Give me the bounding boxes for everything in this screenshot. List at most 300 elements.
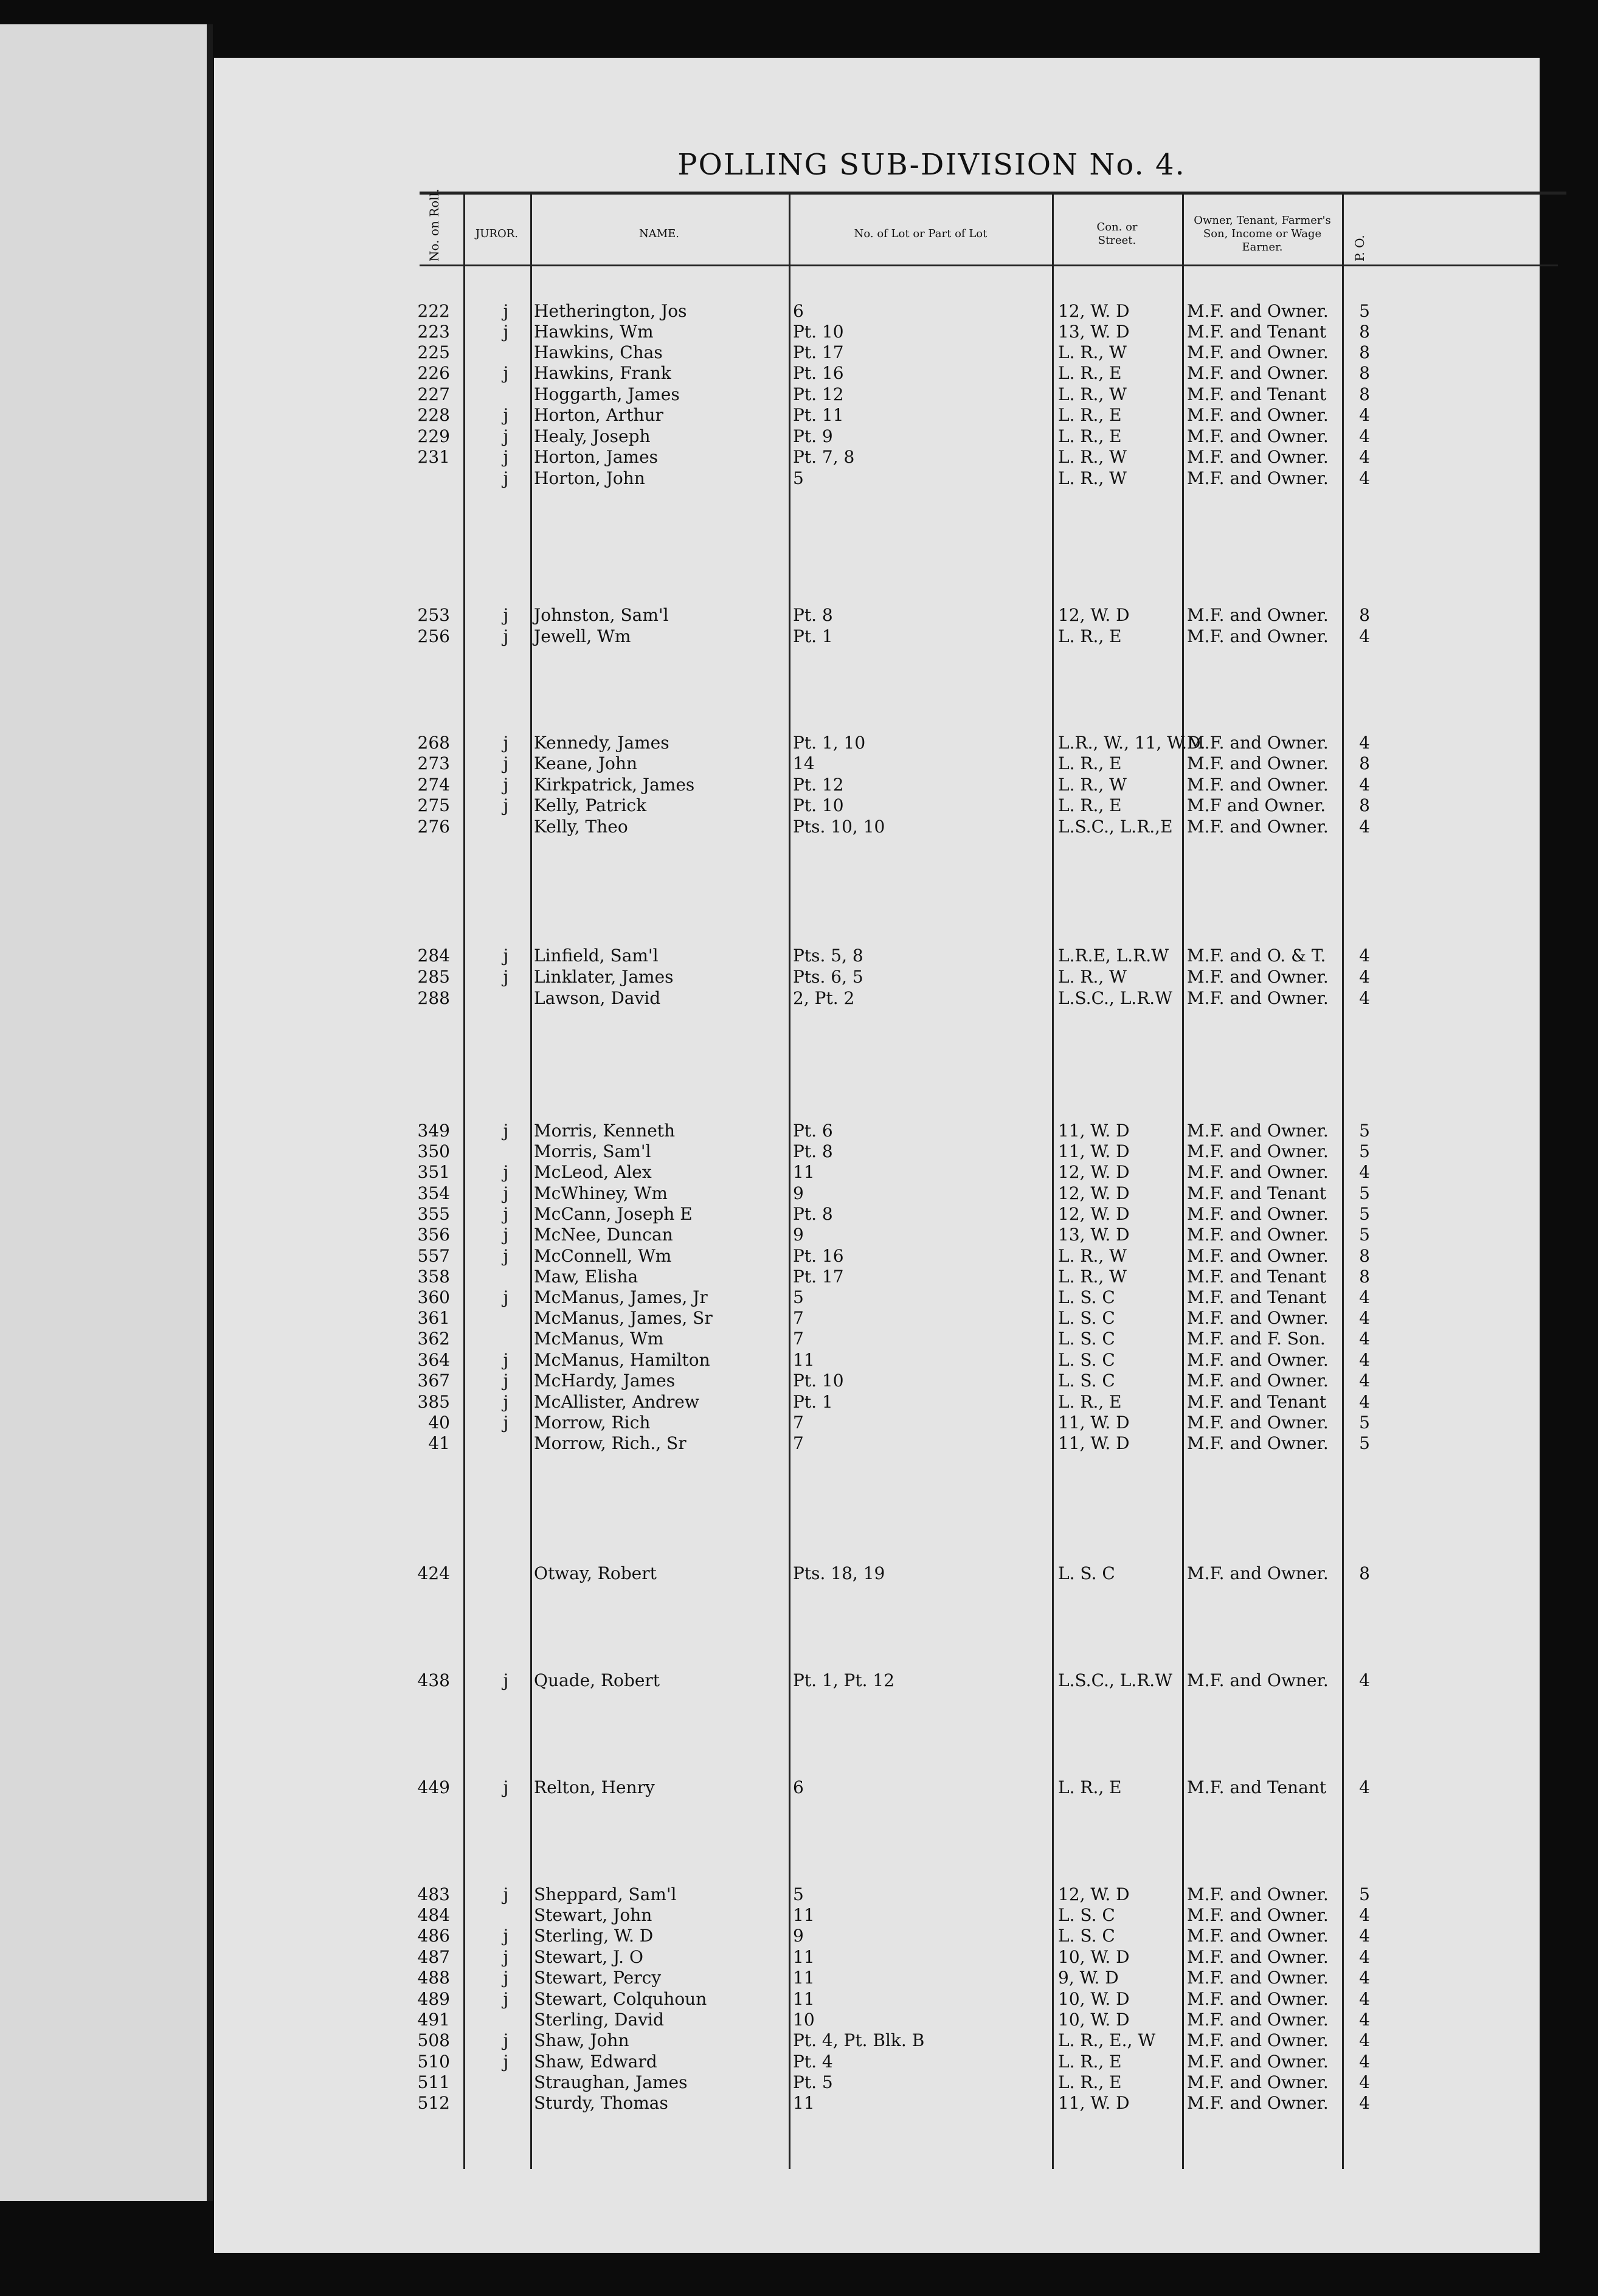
occupation-status: M.F. and Owner. xyxy=(1187,2030,1329,2050)
voter-name: Stewart, John xyxy=(534,1905,652,1925)
occupation-status: M.F. and Owner. xyxy=(1187,405,1329,425)
header-name: NAME. xyxy=(638,227,680,240)
post-office: 5 xyxy=(1359,1413,1370,1433)
table-row xyxy=(214,1121,1540,1141)
lot-number: 5 xyxy=(793,1287,804,1307)
table-row xyxy=(214,1308,1540,1329)
table-row xyxy=(214,384,1540,405)
occupation-status: M.F. and Owner. xyxy=(1187,1884,1329,1904)
post-office: 4 xyxy=(1359,1947,1370,1967)
concession: L. S. C xyxy=(1058,1905,1115,1925)
concession: L. R., W xyxy=(1058,342,1127,362)
roll-number: 225 xyxy=(417,342,450,362)
table-row xyxy=(214,405,1540,426)
post-office: 4 xyxy=(1359,1329,1370,1349)
post-office: 5 xyxy=(1359,1121,1370,1141)
post-office: 8 xyxy=(1359,322,1370,342)
concession: L. S. C xyxy=(1058,1563,1115,1583)
table-row xyxy=(214,775,1540,795)
concession: L. R., E xyxy=(1058,1392,1122,1412)
lot-number: Pt. 9 xyxy=(793,426,833,446)
table-row xyxy=(214,426,1540,447)
voter-list xyxy=(214,58,1540,2253)
occupation-status: M.F. and Owner. xyxy=(1187,753,1329,773)
post-office: 5 xyxy=(1359,1183,1370,1203)
occupation-status: M.F. and Owner. xyxy=(1187,1141,1329,1161)
table-row xyxy=(214,1371,1540,1391)
post-office: 8 xyxy=(1359,1246,1370,1266)
occupation-status: M.F. and Owner. xyxy=(1187,733,1329,753)
occupation-status: M.F. and Owner. xyxy=(1187,1225,1329,1245)
table-row xyxy=(214,2072,1540,2093)
roll-number: 354 xyxy=(417,1183,450,1203)
voter-name: Sterling, David xyxy=(534,2010,664,2030)
lot-number: Pts. 5, 8 xyxy=(793,946,863,966)
juror-mark: j xyxy=(503,301,509,321)
page-title: POLLING SUB-DIVISION No. 4. xyxy=(677,148,1186,182)
occupation-status: M.F. and Owner. xyxy=(1187,988,1329,1008)
voter-name: Stewart, J. O xyxy=(534,1947,643,1967)
lot-number: Pt. 7, 8 xyxy=(793,447,855,467)
voter-name: Stewart, Colquhoun xyxy=(534,1989,707,2009)
occupation-status: M.F. and Owner. xyxy=(1187,2010,1329,2030)
concession: L. R., E xyxy=(1058,1777,1122,1797)
concession: L. R., W xyxy=(1058,1267,1127,1287)
voter-name: McLeod, Alex xyxy=(534,1162,652,1182)
juror-mark: j xyxy=(503,1968,509,1988)
juror-mark: j xyxy=(503,1392,509,1412)
lot-number: 11 xyxy=(793,1350,815,1370)
voter-name: Otway, Robert xyxy=(534,1563,657,1583)
occupation-status: M.F. and Tenant xyxy=(1187,384,1327,404)
post-office: 8 xyxy=(1359,363,1370,383)
post-office: 4 xyxy=(1359,426,1370,446)
voter-name: McManus, Wm xyxy=(534,1329,664,1349)
voter-name: Linfield, Sam'l xyxy=(534,946,659,966)
occupation-status: M.F. and Owner. xyxy=(1187,1968,1329,1988)
concession: L. R., E xyxy=(1058,626,1122,646)
lot-number: Pts. 18, 19 xyxy=(793,1563,885,1583)
roll-number: 355 xyxy=(417,1204,450,1224)
lot-number: 11 xyxy=(793,1162,815,1182)
post-office: 4 xyxy=(1359,1350,1370,1370)
voter-name: McNee, Duncan xyxy=(534,1225,673,1245)
concession: 11, W. D xyxy=(1058,1141,1130,1161)
concession: L. R., W xyxy=(1058,468,1127,488)
roll-number: 226 xyxy=(417,363,450,383)
occupation-status: M.F. and Owner. xyxy=(1187,817,1329,837)
juror-mark: j xyxy=(503,363,509,383)
occupation-status: M.F. and Tenant xyxy=(1187,1392,1327,1412)
voter-name: McWhiney, Wm xyxy=(534,1183,668,1203)
concession: 10, W. D xyxy=(1058,2010,1130,2030)
table-row xyxy=(214,1947,1540,1968)
table-row xyxy=(214,1905,1540,1926)
lot-number: Pt. 1, 10 xyxy=(793,733,866,753)
voter-name: Kirkpatrick, James xyxy=(534,775,695,795)
occupation-status: M.F. and Owner. xyxy=(1187,775,1329,795)
juror-mark: j xyxy=(503,1162,509,1182)
concession: 13, W. D xyxy=(1058,1225,1130,1245)
table-row xyxy=(214,1563,1540,1584)
lot-number: Pt. 10 xyxy=(793,1371,844,1391)
post-office: 4 xyxy=(1359,1371,1370,1391)
concession: L. R., W xyxy=(1058,447,1127,467)
header-po: P. O. xyxy=(1352,235,1367,261)
occupation-status: M.F. and F. Son. xyxy=(1187,1329,1326,1349)
occupation-status: M.F. and Owner. xyxy=(1187,1989,1329,2009)
table-row xyxy=(214,2010,1540,2030)
occupation-status: M.F. and Owner. xyxy=(1187,301,1329,321)
header-con: Con. or Street. xyxy=(1096,221,1138,247)
occupation-status: M.F. and Owner. xyxy=(1187,1121,1329,1141)
voter-name: Hetherington, Jos xyxy=(534,301,687,321)
table-row xyxy=(214,1350,1540,1371)
roll-number: 438 xyxy=(417,1670,450,1690)
roll-number: 273 xyxy=(417,753,450,773)
voter-name: Keane, John xyxy=(534,753,637,773)
post-office: 5 xyxy=(1359,1433,1370,1453)
lot-number: Pt. 10 xyxy=(793,322,844,342)
post-office: 8 xyxy=(1359,795,1370,815)
roll-number: 367 xyxy=(417,1371,450,1391)
concession: L. R., W xyxy=(1058,1246,1127,1266)
facing-page xyxy=(0,24,213,2201)
voter-name: Kelly, Patrick xyxy=(534,795,647,815)
voter-name: Hawkins, Wm xyxy=(534,322,654,342)
concession: 12, W. D xyxy=(1058,605,1130,625)
voter-name: McManus, Hamilton xyxy=(534,1350,710,1370)
table-row xyxy=(214,447,1540,468)
concession: L. S. C xyxy=(1058,1329,1115,1349)
concession: 12, W. D xyxy=(1058,1204,1130,1224)
voter-name: McHardy, James xyxy=(534,1371,676,1391)
post-office: 5 xyxy=(1359,1884,1370,1904)
lot-number: 10 xyxy=(793,2010,815,2030)
concession: 11, W. D xyxy=(1058,2093,1130,2113)
post-office: 8 xyxy=(1359,384,1370,404)
roll-number: 449 xyxy=(417,1777,450,1797)
roll-number: 488 xyxy=(417,1968,450,1988)
occupation-status: M.F and Owner. xyxy=(1187,795,1326,815)
voter-name: Stewart, Percy xyxy=(534,1968,662,1988)
roll-number: 385 xyxy=(417,1392,450,1412)
juror-mark: j xyxy=(503,1926,509,1946)
roll-number: 424 xyxy=(417,1563,450,1583)
table-row xyxy=(214,1225,1540,1245)
voter-name: Healy, Joseph xyxy=(534,426,651,446)
roll-number: 253 xyxy=(417,605,450,625)
occupation-status: M.F. and Tenant xyxy=(1187,1777,1327,1797)
juror-mark: j xyxy=(503,2030,509,2050)
voter-name: Hawkins, Frank xyxy=(534,363,671,383)
occupation-status: M.F. and Owner. xyxy=(1187,342,1329,362)
table-row xyxy=(214,1926,1540,1946)
post-office: 8 xyxy=(1359,753,1370,773)
post-office: 4 xyxy=(1359,817,1370,837)
concession: L.S.C., L.R.W xyxy=(1058,988,1172,1008)
post-office: 4 xyxy=(1359,2052,1370,2072)
juror-mark: j xyxy=(503,967,509,987)
voter-name: Horton, John xyxy=(534,468,645,488)
table-row xyxy=(214,1884,1540,1905)
concession: 10, W. D xyxy=(1058,1989,1130,2009)
roll-number: 362 xyxy=(417,1329,450,1349)
occupation-status: M.F. and Tenant xyxy=(1187,322,1327,342)
lot-number: Pt. 8 xyxy=(793,605,833,625)
concession: 11, W. D xyxy=(1058,1413,1130,1433)
table-row xyxy=(214,301,1540,322)
concession: 12, W. D xyxy=(1058,1183,1130,1203)
concession: L. R., W xyxy=(1058,775,1127,795)
voter-name: Shaw, Edward xyxy=(534,2052,657,2072)
lot-number: Pt. 10 xyxy=(793,795,844,815)
concession: L.S.C., L.R.,E xyxy=(1058,817,1173,837)
voter-name: Morrow, Rich., Sr xyxy=(534,1433,687,1453)
juror-mark: j xyxy=(503,1777,509,1797)
voter-name: Shaw, John xyxy=(534,2030,629,2050)
occupation-status: M.F. and Owner. xyxy=(1187,1905,1329,1925)
table-row xyxy=(214,1989,1540,2010)
header-juror: JUROR. xyxy=(476,227,518,240)
roll-number: 40 xyxy=(428,1413,450,1433)
occupation-status: M.F. and Owner. xyxy=(1187,1433,1329,1453)
table-row xyxy=(214,1392,1540,1413)
lot-number: 11 xyxy=(793,1947,815,1967)
voter-name: Jewell, Wm xyxy=(534,626,631,646)
roll-number: 228 xyxy=(417,405,450,425)
lot-number: Pt. 4, Pt. Blk. B xyxy=(793,2030,925,2050)
lot-number: Pt. 11 xyxy=(793,405,844,425)
lot-number: 9 xyxy=(793,1225,804,1245)
juror-mark: j xyxy=(503,426,509,446)
lot-number: Pt. 1, Pt. 12 xyxy=(793,1670,895,1690)
concession: 10, W. D xyxy=(1058,1947,1130,1967)
table-row xyxy=(214,1267,1540,1287)
concession: L. S. C xyxy=(1058,1926,1115,1946)
occupation-status: M.F. and Owner. xyxy=(1187,1947,1329,1967)
voter-name: Kennedy, James xyxy=(534,733,669,753)
concession: L. S. C xyxy=(1058,1308,1115,1328)
occupation-status: M.F. and Owner. xyxy=(1187,1563,1329,1583)
juror-mark: j xyxy=(503,1225,509,1245)
concession: L. R., E xyxy=(1058,363,1122,383)
roll-number: 484 xyxy=(417,1905,450,1925)
roll-number: 356 xyxy=(417,1225,450,1245)
table-row xyxy=(214,795,1540,816)
voter-name: McConnell, Wm xyxy=(534,1246,672,1266)
table-row xyxy=(214,1287,1540,1308)
juror-mark: j xyxy=(503,1884,509,1904)
lot-number: 14 xyxy=(793,753,815,773)
lot-number: 9 xyxy=(793,1183,804,1203)
voter-name: Morris, Sam'l xyxy=(534,1141,651,1161)
voter-name: Sheppard, Sam'l xyxy=(534,1884,677,1904)
table-row xyxy=(214,626,1540,647)
roll-number: 288 xyxy=(417,988,450,1008)
lot-number: Pt. 6 xyxy=(793,1121,833,1141)
post-office: 4 xyxy=(1359,2072,1370,2092)
juror-mark: j xyxy=(503,322,509,342)
post-office: 4 xyxy=(1359,626,1370,646)
lot-number: 11 xyxy=(793,1968,815,1988)
lot-number: 7 xyxy=(793,1413,804,1433)
table-row xyxy=(214,1670,1540,1691)
juror-mark: j xyxy=(503,1371,509,1391)
concession: L. R., E xyxy=(1058,753,1122,773)
roll-number: 486 xyxy=(417,1926,450,1946)
voter-name: Linklater, James xyxy=(534,967,674,987)
lot-number: 7 xyxy=(793,1433,804,1453)
occupation-status: M.F. and Tenant xyxy=(1187,1183,1327,1203)
table-row xyxy=(214,2052,1540,2072)
lot-number: Pt. 12 xyxy=(793,775,844,795)
occupation-status: M.F. and Owner. xyxy=(1187,363,1329,383)
table-row xyxy=(214,753,1540,774)
occupation-status: M.F. and Tenant xyxy=(1187,1287,1327,1307)
lot-number: 7 xyxy=(793,1329,804,1349)
roll-number: 349 xyxy=(417,1121,450,1141)
occupation-status: M.F. and Owner. xyxy=(1187,2052,1329,2072)
header-lot: No. of Lot or Part of Lot xyxy=(854,227,988,240)
table-row xyxy=(214,1329,1540,1349)
table-row xyxy=(214,605,1540,626)
occupation-status: M.F. and Owner. xyxy=(1187,1246,1329,1266)
juror-mark: j xyxy=(503,1204,509,1224)
post-office: 4 xyxy=(1359,2030,1370,2050)
lot-number: 5 xyxy=(793,1884,804,1904)
roll-number: 223 xyxy=(417,322,450,342)
lot-number: Pt. 12 xyxy=(793,384,844,404)
concession: L. R., W xyxy=(1058,384,1127,404)
lot-number: 11 xyxy=(793,2093,815,2113)
voter-name: Maw, Elisha xyxy=(534,1267,638,1287)
post-office: 4 xyxy=(1359,447,1370,467)
juror-mark: j xyxy=(503,1350,509,1370)
lot-number: Pt. 1 xyxy=(793,1392,833,1412)
table-row xyxy=(214,342,1540,363)
header-occupation: Owner, Tenant, Farmer's Son, Income or Wage Earner. xyxy=(1194,214,1331,254)
table-row xyxy=(214,988,1540,1009)
roll-number: 256 xyxy=(417,626,450,646)
voter-name: Sturdy, Thomas xyxy=(534,2093,668,2113)
table-row xyxy=(214,1413,1540,1433)
concession: L.S.C., L.R.W xyxy=(1058,1670,1172,1690)
voter-name: Kelly, Theo xyxy=(534,817,628,837)
occupation-status: M.F. and Owner. xyxy=(1187,1413,1329,1433)
occupation-status: M.F. and Owner. xyxy=(1187,605,1329,625)
lot-number: 2, Pt. 2 xyxy=(793,988,855,1008)
table-row xyxy=(214,1968,1540,1988)
roll-number: 274 xyxy=(417,775,450,795)
voter-name: Johnston, Sam'l xyxy=(534,605,669,625)
voter-name: Hawkins, Chas xyxy=(534,342,663,362)
lot-number: Pt. 16 xyxy=(793,363,844,383)
post-office: 4 xyxy=(1359,946,1370,966)
juror-mark: j xyxy=(503,1121,509,1141)
post-office: 5 xyxy=(1359,1141,1370,1161)
post-office: 4 xyxy=(1359,1162,1370,1182)
concession: L. R., E xyxy=(1058,426,1122,446)
post-office: 4 xyxy=(1359,405,1370,425)
table-row xyxy=(214,2030,1540,2051)
table-row xyxy=(214,2093,1540,2114)
roll-number: 227 xyxy=(417,384,450,404)
roll-number: 229 xyxy=(417,426,450,446)
post-office: 5 xyxy=(1359,1225,1370,1245)
roll-number: 350 xyxy=(417,1141,450,1161)
roll-number: 275 xyxy=(417,795,450,815)
voter-name: Sterling, W. D xyxy=(534,1926,654,1946)
post-office: 4 xyxy=(1359,775,1370,795)
post-office: 4 xyxy=(1359,1670,1370,1690)
table-row xyxy=(214,1246,1540,1267)
lot-number: Pts. 6, 5 xyxy=(793,967,863,987)
lot-number: 6 xyxy=(793,301,804,321)
roll-number: 285 xyxy=(417,967,450,987)
juror-mark: j xyxy=(503,1670,509,1690)
juror-mark: j xyxy=(503,626,509,646)
concession: L. S. C xyxy=(1058,1371,1115,1391)
post-office: 5 xyxy=(1359,1204,1370,1224)
lot-number: Pt. 17 xyxy=(793,1267,844,1287)
roll-number: 508 xyxy=(417,2030,450,2050)
occupation-status: M.F. and Owner. xyxy=(1187,2072,1329,2092)
voter-name: Horton, James xyxy=(534,447,659,467)
register-page xyxy=(214,58,1540,2253)
concession: 11, W. D xyxy=(1058,1121,1130,1141)
voter-name: Lawson, David xyxy=(534,988,661,1008)
lot-number: 7 xyxy=(793,1308,804,1328)
juror-mark: j xyxy=(503,2052,509,2072)
juror-mark: j xyxy=(503,1183,509,1203)
post-office: 8 xyxy=(1359,1267,1370,1287)
concession: 13, W. D xyxy=(1058,322,1130,342)
table-row xyxy=(214,363,1540,384)
juror-mark: j xyxy=(503,733,509,753)
voter-name: Quade, Robert xyxy=(534,1670,660,1690)
lot-number: 9 xyxy=(793,1926,804,1946)
lot-number: Pt. 17 xyxy=(793,342,844,362)
voter-name: Hoggarth, James xyxy=(534,384,680,404)
voter-name: McManus, James, Sr xyxy=(534,1308,713,1328)
occupation-status: M.F. and Tenant xyxy=(1187,1267,1327,1287)
juror-mark: j xyxy=(503,795,509,815)
post-office: 4 xyxy=(1359,1989,1370,2009)
juror-mark: j xyxy=(503,605,509,625)
voter-name: Horton, Arthur xyxy=(534,405,663,425)
occupation-status: M.F. and Owner. xyxy=(1187,1670,1329,1690)
table-row xyxy=(214,733,1540,753)
concession: 12, W. D xyxy=(1058,1162,1130,1182)
post-office: 4 xyxy=(1359,1926,1370,1946)
concession: L. R., E xyxy=(1058,2072,1122,2092)
table-row xyxy=(214,1433,1540,1454)
post-office: 4 xyxy=(1359,1308,1370,1328)
roll-number: 361 xyxy=(417,1308,450,1328)
table-row xyxy=(214,1204,1540,1225)
table-row xyxy=(214,322,1540,342)
concession: L. R., E., W xyxy=(1058,2030,1156,2050)
concession: L.R., W., 11, W.D. xyxy=(1058,733,1206,753)
juror-mark: j xyxy=(503,447,509,467)
post-office: 4 xyxy=(1359,1392,1370,1412)
occupation-status: M.F. and Owner. xyxy=(1187,426,1329,446)
juror-mark: j xyxy=(503,1287,509,1307)
table-row xyxy=(214,817,1540,837)
table-row xyxy=(214,946,1540,966)
roll-number: 360 xyxy=(417,1287,450,1307)
